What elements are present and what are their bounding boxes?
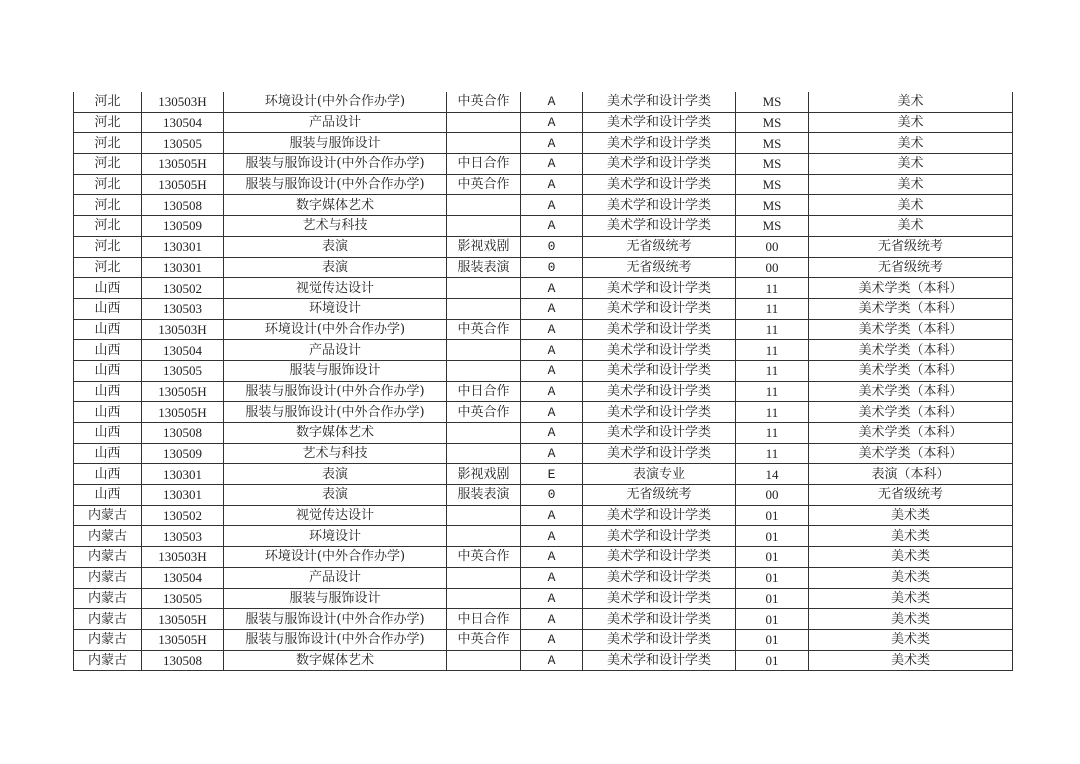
province-exam-type-cell: 表演（本科） bbox=[809, 464, 1013, 485]
table-row bbox=[74, 92, 1013, 112]
major-code-cell: 130508 bbox=[142, 195, 224, 216]
province-cell: 河北 bbox=[74, 195, 142, 216]
major-code-cell: 130504 bbox=[142, 112, 224, 133]
major-name-cell: 数字媒体艺术 bbox=[224, 195, 447, 216]
category-code-cell: A bbox=[521, 195, 583, 216]
province-exam-type-cell: 美术 bbox=[809, 195, 1013, 216]
province-cell: 河北 bbox=[74, 112, 142, 133]
category-code-cell: A bbox=[521, 278, 583, 299]
province-code-cell: 01 bbox=[736, 567, 809, 588]
province-cell: 山西 bbox=[74, 485, 142, 506]
province-exam-type-cell: 美术学类（本科） bbox=[809, 340, 1013, 361]
province-exam-type-cell: 美术类 bbox=[809, 567, 1013, 588]
category-code-cell: A bbox=[521, 423, 583, 444]
direction-cell bbox=[447, 423, 521, 444]
table-row bbox=[74, 464, 1013, 485]
category-code-cell: 0 bbox=[521, 236, 583, 257]
major-code-cell: 130301 bbox=[142, 485, 224, 506]
table-row bbox=[74, 402, 1013, 423]
province-exam-type-cell: 美术类 bbox=[809, 629, 1013, 650]
major-code-cell: 130505 bbox=[142, 360, 224, 381]
major-name-cell: 环境设计 bbox=[224, 526, 447, 547]
province-exam-type-cell: 美术 bbox=[809, 174, 1013, 195]
direction-cell: 中日合作 bbox=[447, 154, 521, 175]
exam-category-cell: 美术学和设计学类 bbox=[583, 443, 736, 464]
table-row bbox=[74, 423, 1013, 444]
major-name-cell: 表演 bbox=[224, 257, 447, 278]
exam-category-cell: 美术学和设计学类 bbox=[583, 609, 736, 630]
major-name-cell: 服装与服饰设计(中外合作办学) bbox=[224, 174, 447, 195]
major-code-cell: 130505H bbox=[142, 174, 224, 195]
exam-category-cell: 美术学和设计学类 bbox=[583, 360, 736, 381]
category-code-cell: A bbox=[521, 360, 583, 381]
province-exam-type-cell: 美术 bbox=[809, 154, 1013, 175]
direction-cell bbox=[447, 360, 521, 381]
exam-category-cell: 美术学和设计学类 bbox=[583, 567, 736, 588]
province-exam-type-cell: 美术学类（本科） bbox=[809, 402, 1013, 423]
category-code-cell: A bbox=[521, 629, 583, 650]
province-cell: 内蒙古 bbox=[74, 629, 142, 650]
table-row bbox=[74, 340, 1013, 361]
major-name-cell: 服装与服饰设计(中外合作办学) bbox=[224, 629, 447, 650]
major-code-cell: 130503H bbox=[142, 319, 224, 340]
category-code-cell: A bbox=[521, 112, 583, 133]
province-exam-type-cell: 美术类 bbox=[809, 588, 1013, 609]
table-row bbox=[74, 174, 1013, 195]
major-code-cell: 130301 bbox=[142, 464, 224, 485]
province-exam-type-cell: 美术学类（本科） bbox=[809, 278, 1013, 299]
exam-category-cell: 美术学和设计学类 bbox=[583, 298, 736, 319]
major-code-cell: 130509 bbox=[142, 443, 224, 464]
major-name-cell: 视觉传达设计 bbox=[224, 278, 447, 299]
province-code-cell: 01 bbox=[736, 505, 809, 526]
category-code-cell: A bbox=[521, 650, 583, 671]
direction-cell: 中日合作 bbox=[447, 381, 521, 402]
exam-category-cell: 无省级统考 bbox=[583, 236, 736, 257]
major-name-cell: 服装与服饰设计(中外合作办学) bbox=[224, 402, 447, 423]
major-name-cell: 服装与服饰设计 bbox=[224, 588, 447, 609]
province-cell: 内蒙古 bbox=[74, 650, 142, 671]
category-code-cell: A bbox=[521, 567, 583, 588]
province-cell: 山西 bbox=[74, 319, 142, 340]
province-code-cell: 01 bbox=[736, 526, 809, 547]
major-name-cell: 环境设计(中外合作办学) bbox=[224, 547, 447, 568]
table-row bbox=[74, 133, 1013, 154]
province-code-cell: 01 bbox=[736, 650, 809, 671]
exam-category-cell: 无省级统考 bbox=[583, 257, 736, 278]
exam-category-cell: 美术学和设计学类 bbox=[583, 650, 736, 671]
table-row bbox=[74, 216, 1013, 237]
table-row bbox=[74, 505, 1013, 526]
table-row bbox=[74, 547, 1013, 568]
province-cell: 内蒙古 bbox=[74, 567, 142, 588]
province-code-cell: 01 bbox=[736, 547, 809, 568]
table-row bbox=[74, 650, 1013, 671]
major-code-cell: 130505H bbox=[142, 154, 224, 175]
table-row bbox=[74, 443, 1013, 464]
major-code-cell: 130509 bbox=[142, 216, 224, 237]
direction-cell bbox=[447, 133, 521, 154]
direction-cell bbox=[447, 588, 521, 609]
major-code-cell: 130301 bbox=[142, 257, 224, 278]
direction-cell bbox=[447, 298, 521, 319]
exam-category-cell: 美术学和设计学类 bbox=[583, 195, 736, 216]
province-code-cell: 11 bbox=[736, 298, 809, 319]
major-code-cell: 130503H bbox=[142, 547, 224, 568]
table-row bbox=[74, 485, 1013, 506]
category-code-cell: A bbox=[521, 609, 583, 630]
province-code-cell: MS bbox=[736, 112, 809, 133]
table-row bbox=[74, 629, 1013, 650]
province-cell: 河北 bbox=[74, 133, 142, 154]
major-code-cell: 130508 bbox=[142, 423, 224, 444]
table-row bbox=[74, 360, 1013, 381]
major-name-cell: 表演 bbox=[224, 236, 447, 257]
exam-category-cell: 美术学和设计学类 bbox=[583, 112, 736, 133]
admissions-table bbox=[73, 92, 1013, 671]
category-code-cell: A bbox=[521, 154, 583, 175]
major-code-cell: 130502 bbox=[142, 278, 224, 299]
province-code-cell: 11 bbox=[736, 319, 809, 340]
exam-category-cell: 美术学和设计学类 bbox=[583, 423, 736, 444]
category-code-cell: A bbox=[521, 319, 583, 340]
table-row bbox=[74, 609, 1013, 630]
province-code-cell: 01 bbox=[736, 588, 809, 609]
major-name-cell: 产品设计 bbox=[224, 112, 447, 133]
exam-category-cell: 美术学和设计学类 bbox=[583, 133, 736, 154]
category-code-cell: A bbox=[521, 547, 583, 568]
direction-cell: 服装表演 bbox=[447, 485, 521, 506]
category-code-cell: E bbox=[521, 464, 583, 485]
province-cell: 河北 bbox=[74, 154, 142, 175]
major-code-cell: 130505H bbox=[142, 402, 224, 423]
province-code-cell: 11 bbox=[736, 443, 809, 464]
province-cell: 河北 bbox=[74, 174, 142, 195]
province-code-cell: 11 bbox=[736, 278, 809, 299]
direction-cell bbox=[447, 567, 521, 588]
major-code-cell: 130301 bbox=[142, 236, 224, 257]
exam-category-cell: 美术学和设计学类 bbox=[583, 340, 736, 361]
province-code-cell: MS bbox=[736, 174, 809, 195]
province-code-cell: 11 bbox=[736, 340, 809, 361]
table-row bbox=[74, 381, 1013, 402]
direction-cell: 中英合作 bbox=[447, 174, 521, 195]
province-exam-type-cell: 美术学类（本科） bbox=[809, 381, 1013, 402]
province-exam-type-cell: 美术学类（本科） bbox=[809, 443, 1013, 464]
table-row bbox=[74, 298, 1013, 319]
major-name-cell: 服装与服饰设计(中外合作办学) bbox=[224, 609, 447, 630]
major-name-cell: 表演 bbox=[224, 485, 447, 506]
category-code-cell: A bbox=[521, 174, 583, 195]
direction-cell: 中英合作 bbox=[447, 92, 521, 112]
major-name-cell: 数字媒体艺术 bbox=[224, 423, 447, 444]
major-name-cell: 数字媒体艺术 bbox=[224, 650, 447, 671]
major-name-cell: 服装与服饰设计(中外合作办学) bbox=[224, 154, 447, 175]
province-code-cell: 00 bbox=[736, 485, 809, 506]
exam-category-cell: 美术学和设计学类 bbox=[583, 216, 736, 237]
table-row bbox=[74, 112, 1013, 133]
province-code-cell: 00 bbox=[736, 236, 809, 257]
major-code-cell: 130504 bbox=[142, 567, 224, 588]
province-exam-type-cell: 美术学类（本科） bbox=[809, 319, 1013, 340]
province-exam-type-cell: 美术学类（本科） bbox=[809, 423, 1013, 444]
direction-cell bbox=[447, 650, 521, 671]
exam-category-cell: 美术学和设计学类 bbox=[583, 547, 736, 568]
province-code-cell: MS bbox=[736, 133, 809, 154]
exam-category-cell: 美术学和设计学类 bbox=[583, 381, 736, 402]
province-cell: 内蒙古 bbox=[74, 588, 142, 609]
direction-cell bbox=[447, 112, 521, 133]
province-code-cell: MS bbox=[736, 195, 809, 216]
direction-cell: 中英合作 bbox=[447, 547, 521, 568]
major-code-cell: 130505 bbox=[142, 133, 224, 154]
province-cell: 河北 bbox=[74, 257, 142, 278]
province-exam-type-cell: 美术 bbox=[809, 112, 1013, 133]
direction-cell bbox=[447, 340, 521, 361]
province-cell: 河北 bbox=[74, 92, 142, 112]
province-exam-type-cell: 美术 bbox=[809, 133, 1013, 154]
province-exam-type-cell: 美术 bbox=[809, 92, 1013, 112]
exam-category-cell: 美术学和设计学类 bbox=[583, 92, 736, 112]
table-row bbox=[74, 195, 1013, 216]
province-exam-type-cell: 美术类 bbox=[809, 505, 1013, 526]
province-cell: 内蒙古 bbox=[74, 526, 142, 547]
major-code-cell: 130508 bbox=[142, 650, 224, 671]
province-cell: 山西 bbox=[74, 360, 142, 381]
exam-category-cell: 美术学和设计学类 bbox=[583, 319, 736, 340]
province-code-cell: 01 bbox=[736, 609, 809, 630]
exam-category-cell: 美术学和设计学类 bbox=[583, 154, 736, 175]
major-name-cell: 环境设计 bbox=[224, 298, 447, 319]
province-exam-type-cell: 美术 bbox=[809, 216, 1013, 237]
major-name-cell: 视觉传达设计 bbox=[224, 505, 447, 526]
major-name-cell: 艺术与科技 bbox=[224, 216, 447, 237]
province-cell: 山西 bbox=[74, 340, 142, 361]
province-exam-type-cell: 美术类 bbox=[809, 650, 1013, 671]
exam-category-cell: 表演专业 bbox=[583, 464, 736, 485]
province-code-cell: 00 bbox=[736, 257, 809, 278]
direction-cell bbox=[447, 505, 521, 526]
province-exam-type-cell: 无省级统考 bbox=[809, 257, 1013, 278]
category-code-cell: A bbox=[521, 443, 583, 464]
major-name-cell: 环境设计(中外合作办学) bbox=[224, 319, 447, 340]
table-row bbox=[74, 236, 1013, 257]
province-code-cell: 11 bbox=[736, 423, 809, 444]
province-cell: 山西 bbox=[74, 464, 142, 485]
exam-category-cell: 美术学和设计学类 bbox=[583, 174, 736, 195]
province-cell: 山西 bbox=[74, 298, 142, 319]
table-body bbox=[74, 92, 1013, 671]
category-code-cell: A bbox=[521, 526, 583, 547]
category-code-cell: A bbox=[521, 402, 583, 423]
province-cell: 河北 bbox=[74, 236, 142, 257]
direction-cell: 中英合作 bbox=[447, 629, 521, 650]
province-exam-type-cell: 无省级统考 bbox=[809, 485, 1013, 506]
direction-cell bbox=[447, 443, 521, 464]
province-cell: 内蒙古 bbox=[74, 505, 142, 526]
direction-cell: 影视戏剧 bbox=[447, 236, 521, 257]
category-code-cell: A bbox=[521, 133, 583, 154]
major-code-cell: 130503 bbox=[142, 298, 224, 319]
major-name-cell: 环境设计(中外合作办学) bbox=[224, 92, 447, 112]
major-code-cell: 130503 bbox=[142, 526, 224, 547]
major-code-cell: 130505 bbox=[142, 588, 224, 609]
province-code-cell: 01 bbox=[736, 629, 809, 650]
major-name-cell: 产品设计 bbox=[224, 340, 447, 361]
province-cell: 山西 bbox=[74, 402, 142, 423]
table-row bbox=[74, 278, 1013, 299]
major-name-cell: 服装与服饰设计 bbox=[224, 133, 447, 154]
direction-cell: 中日合作 bbox=[447, 609, 521, 630]
province-code-cell: MS bbox=[736, 154, 809, 175]
exam-category-cell: 美术学和设计学类 bbox=[583, 588, 736, 609]
province-exam-type-cell: 美术类 bbox=[809, 526, 1013, 547]
major-name-cell: 产品设计 bbox=[224, 567, 447, 588]
category-code-cell: A bbox=[521, 92, 583, 112]
province-code-cell: MS bbox=[736, 92, 809, 112]
major-code-cell: 130505H bbox=[142, 381, 224, 402]
province-code-cell: 11 bbox=[736, 360, 809, 381]
major-code-cell: 130505H bbox=[142, 609, 224, 630]
major-code-cell: 130504 bbox=[142, 340, 224, 361]
exam-category-cell: 美术学和设计学类 bbox=[583, 505, 736, 526]
category-code-cell: A bbox=[521, 216, 583, 237]
exam-category-cell: 美术学和设计学类 bbox=[583, 629, 736, 650]
major-code-cell: 130505H bbox=[142, 629, 224, 650]
table-row bbox=[74, 154, 1013, 175]
province-exam-type-cell: 美术类 bbox=[809, 609, 1013, 630]
exam-category-cell: 美术学和设计学类 bbox=[583, 526, 736, 547]
province-cell: 山西 bbox=[74, 278, 142, 299]
category-code-cell: A bbox=[521, 298, 583, 319]
exam-category-cell: 美术学和设计学类 bbox=[583, 402, 736, 423]
table-row bbox=[74, 257, 1013, 278]
province-code-cell: 11 bbox=[736, 402, 809, 423]
table-row bbox=[74, 588, 1013, 609]
major-name-cell: 服装与服饰设计 bbox=[224, 360, 447, 381]
province-exam-type-cell: 无省级统考 bbox=[809, 236, 1013, 257]
direction-cell bbox=[447, 526, 521, 547]
category-code-cell: A bbox=[521, 588, 583, 609]
direction-cell bbox=[447, 278, 521, 299]
direction-cell: 中英合作 bbox=[447, 319, 521, 340]
province-cell: 内蒙古 bbox=[74, 547, 142, 568]
province-cell: 河北 bbox=[74, 216, 142, 237]
province-code-cell: 11 bbox=[736, 381, 809, 402]
category-code-cell: 0 bbox=[521, 257, 583, 278]
direction-cell: 服装表演 bbox=[447, 257, 521, 278]
exam-category-cell: 美术学和设计学类 bbox=[583, 278, 736, 299]
province-exam-type-cell: 美术学类（本科） bbox=[809, 360, 1013, 381]
major-name-cell: 艺术与科技 bbox=[224, 443, 447, 464]
direction-cell: 中英合作 bbox=[447, 402, 521, 423]
direction-cell bbox=[447, 216, 521, 237]
province-exam-type-cell: 美术学类（本科） bbox=[809, 298, 1013, 319]
province-cell: 山西 bbox=[74, 423, 142, 444]
province-cell: 山西 bbox=[74, 443, 142, 464]
table-row bbox=[74, 567, 1013, 588]
major-code-cell: 130502 bbox=[142, 505, 224, 526]
category-code-cell: A bbox=[521, 340, 583, 361]
major-code-cell: 130503H bbox=[142, 92, 224, 112]
major-name-cell: 服装与服饰设计(中外合作办学) bbox=[224, 381, 447, 402]
province-exam-type-cell: 美术类 bbox=[809, 547, 1013, 568]
province-code-cell: MS bbox=[736, 216, 809, 237]
province-cell: 内蒙古 bbox=[74, 609, 142, 630]
province-code-cell: 14 bbox=[736, 464, 809, 485]
category-code-cell: A bbox=[521, 505, 583, 526]
direction-cell bbox=[447, 195, 521, 216]
exam-category-cell: 无省级统考 bbox=[583, 485, 736, 506]
category-code-cell: 0 bbox=[521, 485, 583, 506]
category-code-cell: A bbox=[521, 381, 583, 402]
table-row bbox=[74, 319, 1013, 340]
table-row bbox=[74, 526, 1013, 547]
major-name-cell: 表演 bbox=[224, 464, 447, 485]
province-cell: 山西 bbox=[74, 381, 142, 402]
direction-cell: 影视戏剧 bbox=[447, 464, 521, 485]
